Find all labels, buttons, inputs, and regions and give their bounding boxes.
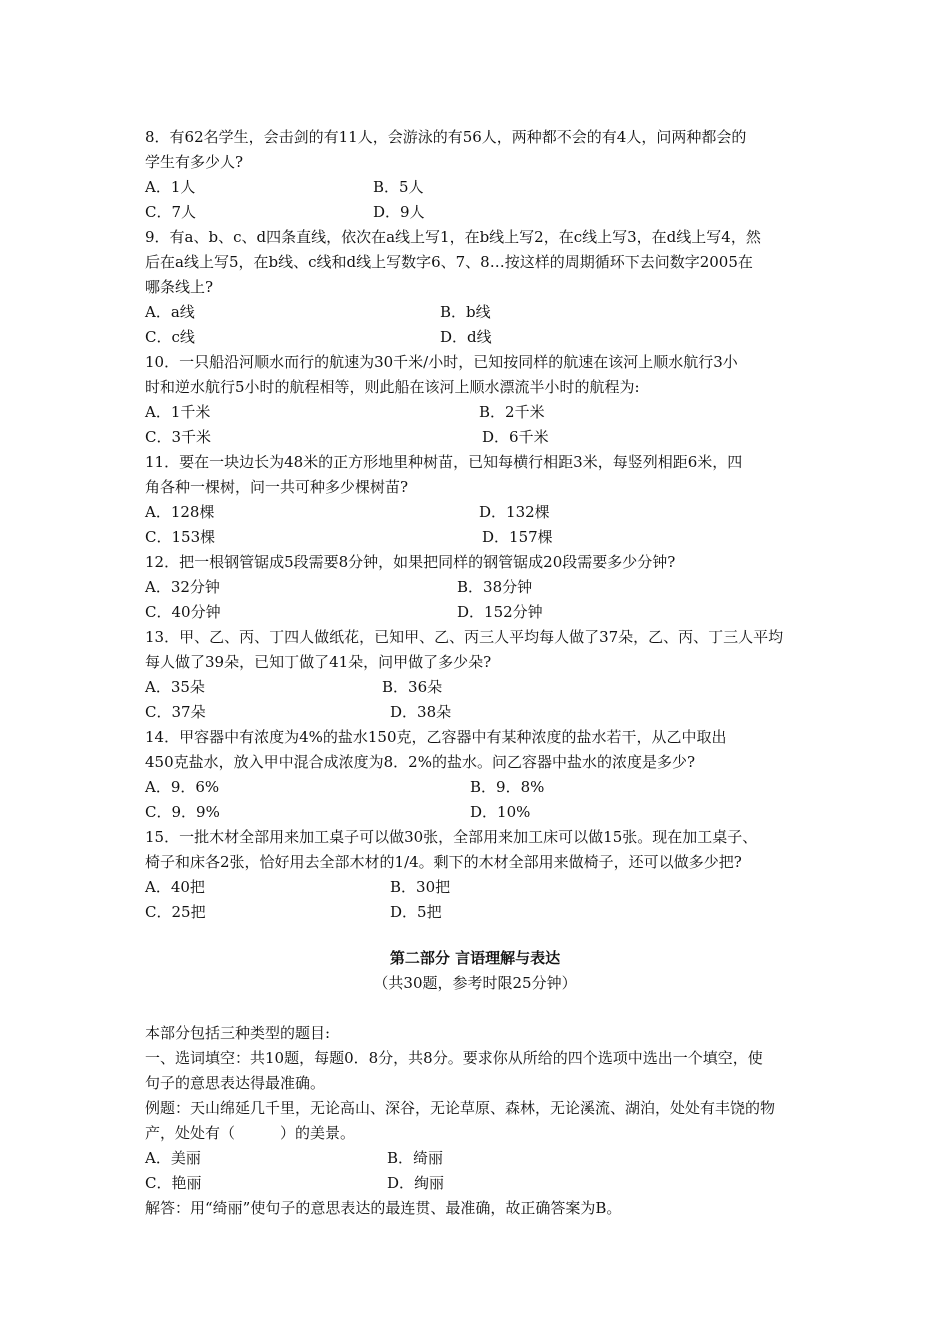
question-8-option-b: B．5人 [373,178,424,196]
intro-line-2: 一、选词填空：共10题，每题0．8分，共8分。要求你从所给的四个选项中选出一个填空，使 [145,1049,763,1067]
question-13-line-1: 13．甲、乙、丙、丁四人做纸花，已知甲、乙、丙三人平均每人做了37朵，乙、丙、丁三人平均 [145,628,784,646]
question-15-option-a: A．40把 [145,878,205,896]
example-line-2: 产，处处有（ ）的美景。 [145,1124,356,1142]
question-8-line-1: 8．有62名学生，会击剑的有11人，会游泳的有56人，两种都不会的有4人，问两种都会的 [145,128,747,146]
question-8-option-c: C．7人 [145,203,197,221]
question-12-option-d: D．152分钟 [457,603,543,621]
question-8-option-d: D．9人 [373,203,425,221]
section-title: 第二部分 言语理解与表达 [389,949,561,967]
question-8-option-a: A．1人 [145,178,196,196]
question-13-option-b: B．36朵 [382,678,443,696]
question-10-option-a: A．1千米 [145,403,211,421]
question-9-line-1: 9．有a、b、c、d四条直线，依次在a线上写1，在b线上写2，在c线上写3，在d线上写4，然 [145,228,761,246]
question-9-option-b: B．b线 [440,303,491,321]
section-subtitle: （共30题，参考时限25分钟） [373,974,577,992]
question-14-option-c: C．9．9% [145,803,220,821]
intro-line-1: 本部分包括三种类型的题目: [145,1024,331,1042]
question-10-option-b: B．2千米 [479,403,545,421]
question-14-line-1: 14．甲容器中有浓度为4%的盐水150克，乙容器中有某种浓度的盐水若干，从乙中取出 [145,728,727,746]
question-12-option-c: C．40分钟 [145,603,221,621]
question-11-option-d: D．157棵 [482,528,553,546]
question-12-option-a: A．32分钟 [145,578,220,596]
question-11-line-1: 11．要在一块边长为48米的正方形地里种树苗，已知每横行相距3米，每竖列相距6米，四 [145,453,743,471]
question-13-option-a: A．35朵 [145,678,205,696]
question-10-line-2: 时和逆水航行5小时的航程相等，则此船在该河上顺水漂流半小时的航程为: [145,378,640,396]
question-9-line-3: 哪条线上? [145,278,214,296]
question-11-option-c: C．153棵 [145,528,216,546]
intro-line-3: 句子的意思表达得最准确。 [145,1074,326,1092]
question-11-option-b: D．132棵 [479,503,550,521]
question-13-option-c: C．37朵 [145,703,206,721]
example-option-b: B．绮丽 [387,1149,444,1167]
question-15-line-1: 15．一批木材全部用来加工桌子可以做30张，全部用来加工床可以做15张。现在加工桌子、 [145,828,758,846]
question-13-line-2: 每人做了39朵，已知丁做了41朵，问甲做了多少朵? [145,653,492,671]
question-14-option-b: B．9．8% [470,778,545,796]
question-11-line-2: 角各种一棵树，问一共可种多少棵树苗? [145,478,409,496]
question-12-option-b: B．38分钟 [457,578,533,596]
question-14-option-a: A．9．6% [145,778,220,796]
question-10-option-d: D．6千米 [482,428,549,446]
question-15-option-c: C．25把 [145,903,206,921]
example-option-a: A．美丽 [145,1149,201,1167]
question-15-option-d: D．5把 [390,903,442,921]
question-15-line-2: 椅子和床各2张，恰好用去全部木材的1/4。剩下的木材全部用来做椅子，还可以做多少把? [145,853,742,871]
example-option-c: C．艳丽 [145,1174,202,1192]
question-9-option-c: C．c线 [145,328,195,346]
question-9-option-d: D．d线 [440,328,492,346]
question-11-option-a: A．128棵 [145,503,215,521]
question-10-line-1: 10．一只船沿河顺水而行的航速为30千米/小时，已知按同样的航速在该河上顺水航行3小 [145,353,738,371]
example-line-1: 例题：天山绵延几千里，无论高山、深谷，无论草原、森林，无论溪流、湖泊，处处有丰饶的物 [145,1099,776,1117]
question-13-option-d: D．38朵 [390,703,452,721]
question-9-line-2: 后在a线上写5，在b线、c线和d线上写数字6、7、8…按这样的周期循环下去问数字2005在 [145,253,753,271]
question-9-option-a: A．a线 [145,303,195,321]
question-8-line-2: 学生有多少人? [145,153,244,171]
example-answer: 解答：用“绮丽”使句子的意思表达的最连贯、最准确，故正确答案为B。 [145,1199,622,1217]
example-option-d: D．绚丽 [387,1174,445,1192]
question-10-option-c: C．3千米 [145,428,212,446]
question-15-option-b: B．30把 [390,878,451,896]
question-14-line-2: 450克盐水，放入甲中混合成浓度为8．2%的盐水。问乙容器中盐水的浓度是多少? [145,753,696,771]
question-12-line-1: 12．把一根钢管锯成5段需要8分钟，如果把同样的钢管锯成20段需要多少分钟? [145,553,676,571]
question-14-option-d: D．10% [470,803,531,821]
